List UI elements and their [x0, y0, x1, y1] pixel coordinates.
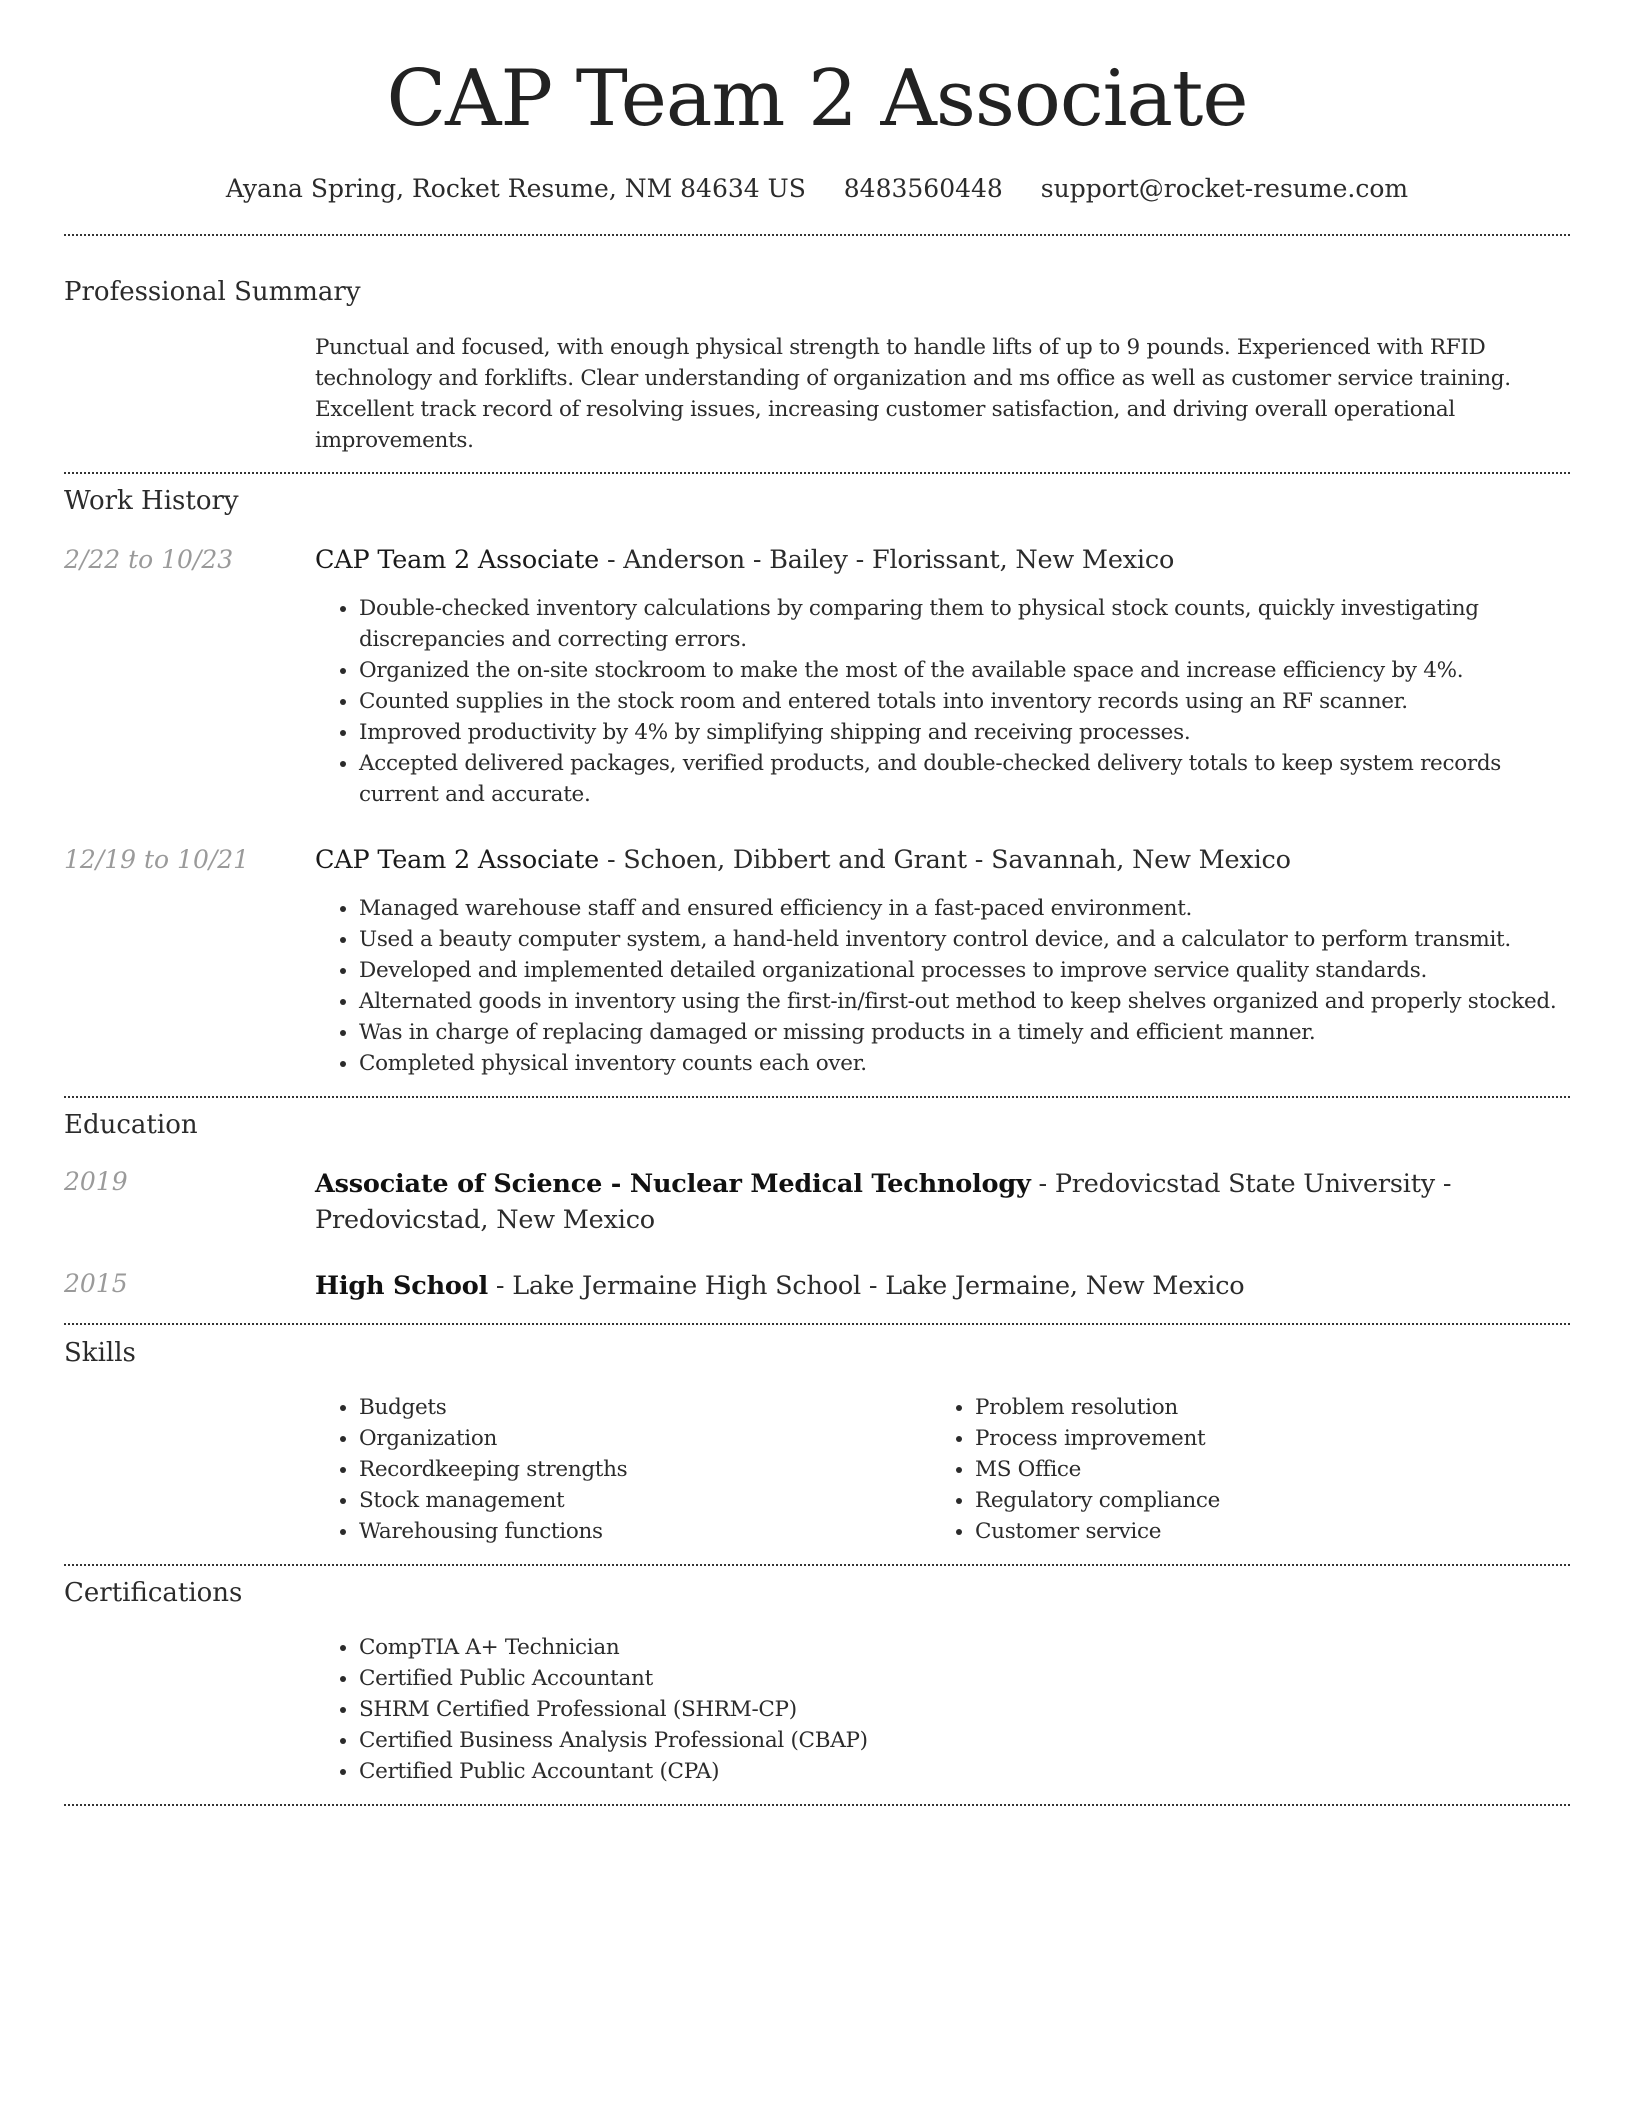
- list-item: • Regulatory compliance: [975, 1485, 1547, 1516]
- divider: [64, 234, 1570, 236]
- list-item: • Managed warehouse staff and ensured efficiency in a fast-paced environment.: [359, 893, 1570, 924]
- list-item: • Certified Business Analysis Professional (CBAP): [359, 1725, 1570, 1756]
- education-heading: [315, 1166, 1570, 1238]
- list-item: • Was in charge of replacing damaged or missing products in a timely and efficient manner.: [359, 1017, 1570, 1048]
- list-item: • Organized the on-site stockroom to make the most of the available space and increase efficiency by 4%.: [359, 655, 1570, 686]
- list-item: • Alternated goods in inventory using the first-in/first-out method to keep shelves organized and properly stocked.: [359, 986, 1570, 1017]
- education-year: 2019: [64, 1167, 128, 1196]
- job-position: CAP Team 2 Associate: [315, 845, 600, 875]
- education-degree: High School: [315, 1271, 489, 1301]
- job-entry: [64, 544, 1570, 810]
- list-item: • Completed physical inventory counts each over.: [359, 1048, 1570, 1079]
- job-dates: 12/19 to 10/21: [64, 845, 250, 874]
- resume-name: CAP Team 2 Associate: [386, 54, 1248, 144]
- list-item: • MS Office: [975, 1454, 1547, 1485]
- contact-email: support@rocket-resume.com: [1040, 174, 1409, 203]
- list-item: • Counted supplies in the stock room and entered totals into inventory records using an RF scanner.: [359, 686, 1570, 717]
- education-year: 2015: [64, 1269, 128, 1298]
- education-heading: [315, 1268, 1570, 1304]
- section-title-summary: Professional Summary: [64, 277, 361, 307]
- list-item: • Problem resolution: [975, 1392, 1547, 1423]
- divider: [64, 1804, 1570, 1806]
- list-item: • Recordkeeping strengths: [359, 1454, 931, 1485]
- list-item: • Developed and implemented detailed organizational processes to improve service quality standards.: [359, 955, 1570, 986]
- list-item: • Used a beauty computer system, a hand-held inventory control device, and a calculator to perform transmit.: [359, 924, 1570, 955]
- skills-columns: [315, 1392, 1570, 1547]
- list-item: • SHRM Certified Professional (SHRM-CP): [359, 1694, 1570, 1725]
- list-item: • Stock management: [359, 1485, 931, 1516]
- list-item: • Organization: [359, 1423, 931, 1454]
- divider: [64, 1096, 1570, 1098]
- education-details: - Lake Jermaine High School - Lake Jermaine, New Mexico: [488, 1271, 1245, 1301]
- section-title-work-history: Work History: [64, 486, 239, 516]
- job-heading: [315, 544, 1570, 576]
- skills-list-left: [315, 1392, 931, 1547]
- list-item: • Improved productivity by 4% by simplifying shipping and receiving processes.: [359, 717, 1570, 748]
- job-dates: 2/22 to 10/23: [64, 545, 234, 574]
- list-item: • Accepted delivered packages, verified products, and double-checked delivery totals to keep system records current and accurate.: [359, 748, 1570, 810]
- list-item: • Warehousing functions: [359, 1516, 931, 1547]
- certifications-list: [315, 1632, 1570, 1787]
- resume-page: [64, 0, 1570, 1806]
- contact-phone: 8483560448: [843, 174, 1003, 203]
- list-item: • Customer service: [975, 1516, 1547, 1547]
- education-details: - Predovicstad State University - Predovicstad, New Mexico: [315, 1169, 1452, 1235]
- divider: [64, 472, 1570, 474]
- contact-line: [64, 174, 1570, 204]
- education-degree: Associate of Science - Nuclear Medical Technology: [315, 1169, 1031, 1199]
- job-entry: [64, 844, 1570, 1079]
- list-item: • Double-checked inventory calculations by comparing them to physical stock counts, quickly investigating discrepancies and correcting errors.: [359, 593, 1570, 655]
- job-bullets: [315, 593, 1570, 810]
- section-title-certifications: Certifications: [64, 1578, 243, 1608]
- job-heading: [315, 844, 1570, 876]
- education-entry: [64, 1268, 1570, 1304]
- job-details: - Schoen, Dibbert and Grant - Savannah, New Mexico: [599, 845, 1291, 875]
- divider: [64, 1564, 1570, 1566]
- certifications-content: [315, 1632, 1570, 1787]
- list-item: • Budgets: [359, 1392, 931, 1423]
- summary-text: Punctual and focused, with enough physical strength to handle lifts of up to 9 pounds. Experienced with RFID technology and forklifts. Clear understanding of organization and ms office as well as customer service training. Excellent track record of resolving issues, increasing customer satisfaction, and driving overall operational improvements.: [315, 335, 1511, 453]
- section-title-skills: Skills: [64, 1338, 136, 1368]
- list-item: • Certified Public Accountant: [359, 1663, 1570, 1694]
- job-bullets: [315, 893, 1570, 1079]
- job-position: CAP Team 2 Associate: [315, 545, 600, 575]
- job-details: - Anderson - Bailey - Florissant, New Mexico: [599, 545, 1175, 575]
- education-entry: [64, 1166, 1570, 1238]
- divider: [64, 1323, 1570, 1325]
- contact-address: Ayana Spring, Rocket Resume, NM 84634 US: [225, 174, 806, 203]
- list-item: • Process improvement: [975, 1423, 1547, 1454]
- skills-list-right: [931, 1392, 1547, 1547]
- list-item: • Certified Public Accountant (CPA): [359, 1756, 1570, 1787]
- section-title-education: Education: [64, 1110, 198, 1140]
- list-item: • CompTIA A+ Technician: [359, 1632, 1570, 1663]
